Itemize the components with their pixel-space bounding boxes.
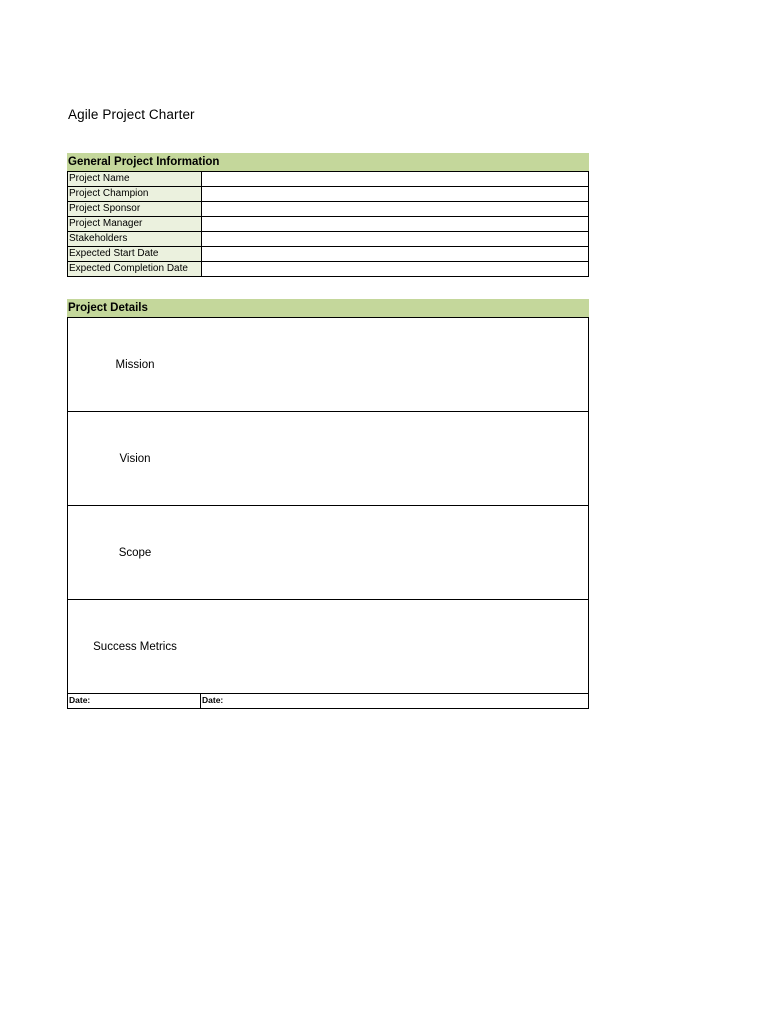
field-label-expected-completion-date: Expected Completion Date <box>68 262 202 277</box>
expected-start-date-field[interactable] <box>202 247 589 262</box>
general-info-table <box>67 171 589 277</box>
table-row <box>68 217 589 232</box>
scope-label: Scope <box>118 546 152 559</box>
table-row <box>68 247 589 262</box>
project-sponsor-field[interactable] <box>202 202 589 217</box>
project-details-section <box>67 299 589 709</box>
success-metrics-label: Success Metrics <box>93 640 177 653</box>
general-info-header: General Project Information <box>67 153 589 171</box>
vision-label: Vision <box>119 452 151 465</box>
field-label-project-manager: Project Manager <box>68 217 202 232</box>
table-row <box>68 172 589 187</box>
project-manager-field[interactable] <box>202 217 589 232</box>
table-row <box>68 262 589 277</box>
mission-label: Mission <box>115 358 155 371</box>
project-champion-field[interactable] <box>202 187 589 202</box>
table-row <box>68 187 589 202</box>
project-details-box <box>67 317 589 709</box>
date-field-left[interactable]: Date: <box>68 694 201 708</box>
document-title: Agile Project Charter <box>68 107 195 122</box>
mission-row[interactable] <box>68 317 588 411</box>
table-row <box>68 232 589 247</box>
general-info-section <box>67 153 589 277</box>
vision-row[interactable] <box>68 411 588 505</box>
field-label-stakeholders: Stakeholders <box>68 232 202 247</box>
expected-completion-date-field[interactable] <box>202 262 589 277</box>
project-name-field[interactable] <box>202 172 589 187</box>
scope-row[interactable] <box>68 505 588 599</box>
table-row <box>68 202 589 217</box>
field-label-project-champion: Project Champion <box>68 187 202 202</box>
field-label-project-sponsor: Project Sponsor <box>68 202 202 217</box>
stakeholders-field[interactable] <box>202 232 589 247</box>
date-field-right[interactable]: Date: <box>202 695 224 705</box>
field-label-expected-start-date: Expected Start Date <box>68 247 202 262</box>
success-metrics-row[interactable] <box>68 599 588 693</box>
field-label-project-name: Project Name <box>68 172 202 187</box>
project-details-header: Project Details <box>67 299 589 317</box>
date-row <box>68 693 588 708</box>
